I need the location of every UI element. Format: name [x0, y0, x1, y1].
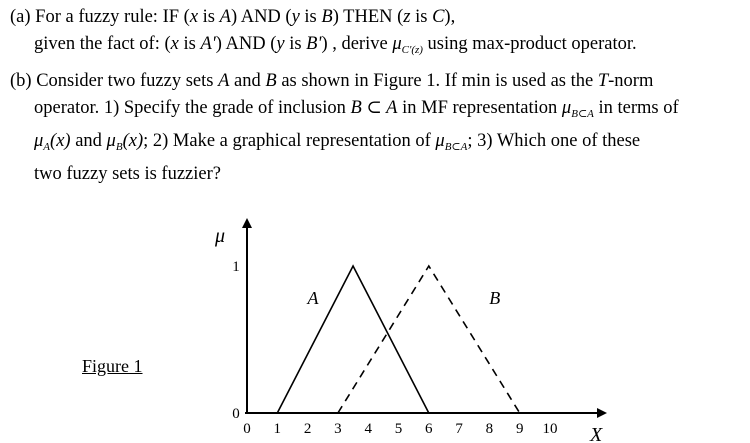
var-B: B	[321, 7, 333, 27]
x-tick-label: 3	[334, 421, 342, 437]
mu-symbol: μ	[392, 34, 402, 54]
text-segment: ; 2) Make a graphical representation of	[143, 131, 436, 151]
text-segment: -norm	[608, 71, 654, 91]
mu-symbol: μ	[34, 131, 44, 151]
var-x: x	[170, 34, 179, 54]
text-segment: in terms of	[593, 98, 679, 118]
var-y: y	[276, 34, 285, 54]
var-B-prime: B'	[306, 34, 322, 54]
text-segment: ) AND (	[215, 34, 277, 54]
text-segment: ) THEN (	[332, 7, 404, 27]
text-segment: ),	[444, 7, 456, 27]
part-a-label: (a)	[10, 7, 31, 27]
mu-symbol: μ	[561, 98, 572, 118]
var-A: A	[218, 71, 230, 91]
var-x: x	[189, 7, 199, 27]
x-axis-label: X	[590, 424, 603, 443]
text-segment: ) , derive	[321, 34, 393, 54]
text-segment: using max-product operator.	[422, 34, 637, 54]
x-tick-label: 5	[394, 421, 403, 437]
series-A-line	[277, 266, 429, 413]
x-tick-label: 8	[485, 421, 494, 437]
mu-subscript: B⊂A	[444, 141, 468, 153]
y-tick-label: 0	[232, 406, 240, 422]
mu-subscript: B	[115, 141, 123, 153]
mu-subscript: C'(z)	[401, 44, 423, 56]
var-A-prime: A'	[200, 34, 216, 54]
x-tick-label: 6	[425, 421, 433, 437]
var-B: B	[265, 71, 277, 91]
text-segment: is	[299, 7, 322, 27]
text-segment: is	[198, 7, 220, 27]
text-segment: Consider two fuzzy sets	[31, 71, 219, 91]
text-segment: in MF representation	[397, 98, 562, 118]
text-segment: and	[70, 131, 107, 151]
series-A-label: A	[307, 288, 319, 308]
var-z: z	[403, 7, 411, 27]
series-B-label: B	[489, 288, 501, 308]
text-segment: For a fuzzy rule: IF (	[30, 7, 190, 27]
y-tick-label: 1	[232, 259, 240, 275]
x-tick-label: 10	[542, 421, 558, 437]
x-tick-label: 9	[515, 421, 524, 437]
text-segment: and	[229, 71, 266, 91]
text-segment: operator. 1) Specify the grade of inclusion	[34, 98, 351, 118]
part-b-label: (b)	[10, 71, 32, 91]
text-segment: given the fact of: (	[34, 34, 171, 54]
text-segment: is	[410, 7, 433, 27]
x-tick-label: 2	[303, 421, 312, 437]
text-segment: two fuzzy sets is fuzzier?	[34, 164, 221, 184]
var-A: A	[219, 7, 231, 27]
text-segment: is	[284, 34, 307, 54]
mu-subscript: A	[43, 141, 51, 153]
var-y: y	[291, 7, 300, 27]
argument-x: (x)	[122, 131, 144, 151]
inclusion-relation: B ⊂ A	[350, 98, 398, 118]
mu-symbol: μ	[106, 131, 116, 151]
var-T: T	[597, 71, 609, 91]
text-segment: as shown in Figure 1. If min is used as the	[276, 71, 598, 91]
var-C: C	[432, 7, 445, 27]
argument-x: (x)	[50, 131, 71, 151]
x-tick-label: 7	[455, 421, 463, 437]
x-tick-label: 4	[364, 421, 372, 437]
figure-label: Figure 1	[82, 356, 143, 376]
text-segment: ; 3) Which one of these	[467, 131, 641, 151]
mu-subscript: B⊂A	[571, 108, 594, 120]
y-axis-label: μ	[215, 225, 226, 247]
text-segment: ) AND (	[230, 7, 292, 27]
x-tick-label: 0	[243, 421, 251, 437]
mu-symbol: μ	[435, 131, 445, 151]
text-segment: is	[178, 34, 201, 54]
x-tick-label: 1	[273, 421, 282, 437]
